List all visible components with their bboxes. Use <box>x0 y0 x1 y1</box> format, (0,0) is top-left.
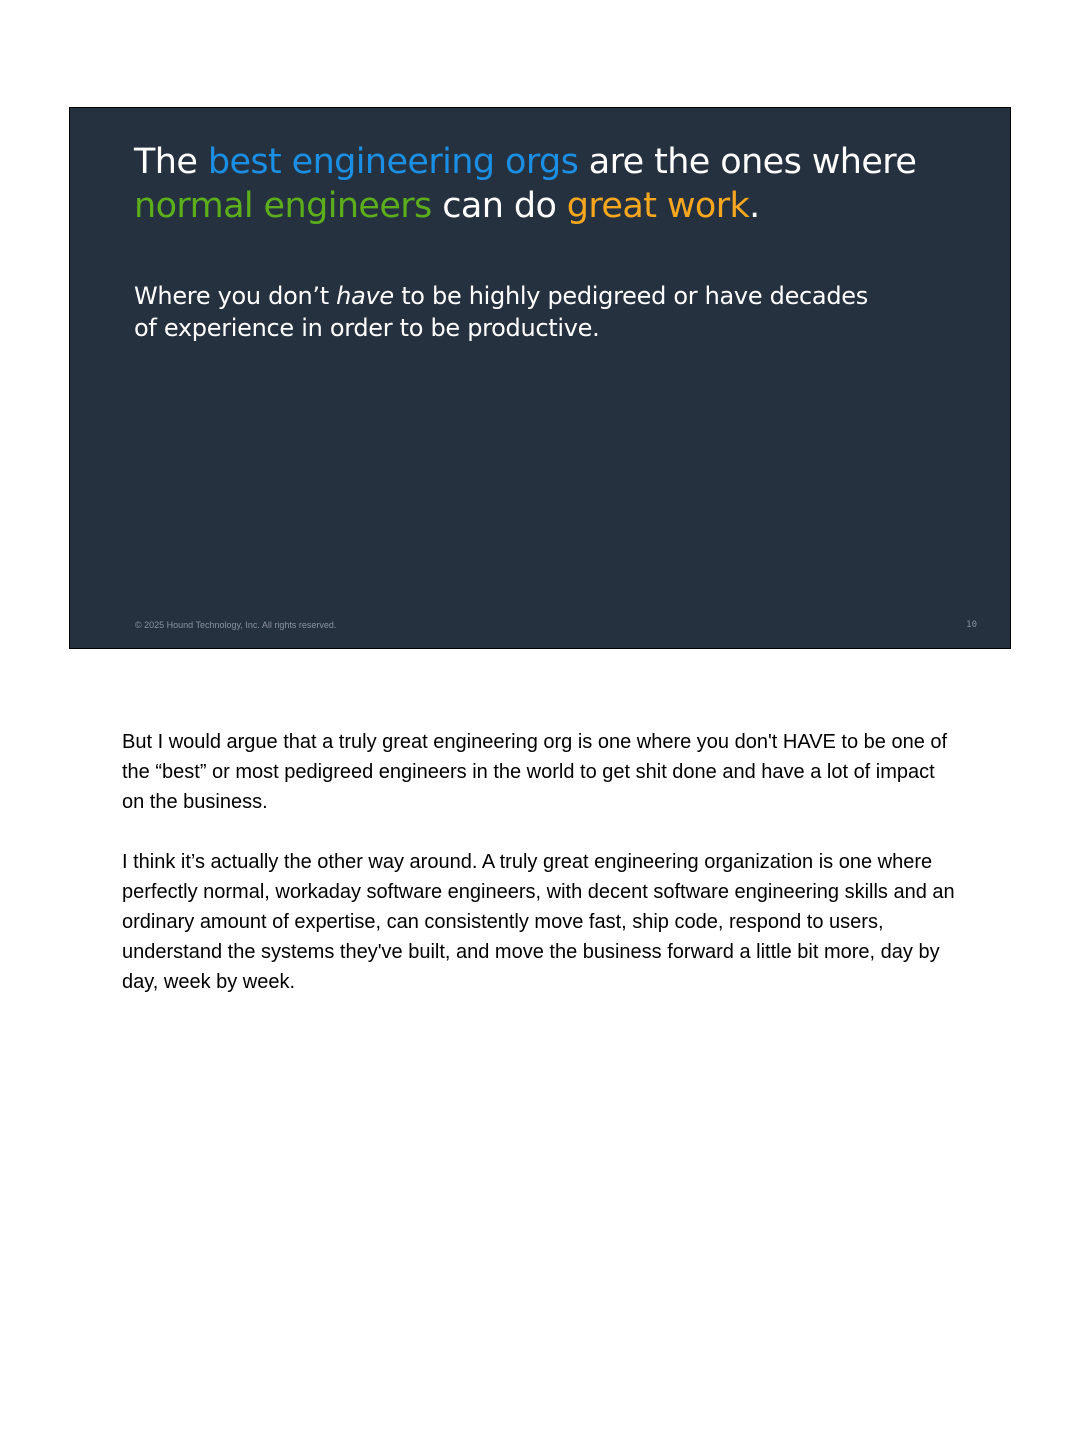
subline-emphasis: have <box>336 282 394 310</box>
headline-text: The <box>134 142 208 182</box>
subline-text: Where you don’t <box>134 282 337 310</box>
subline-text: to be highly pedigreed or have decades of experience in order to be productive. <box>134 282 868 342</box>
notes-paragraph: But I would argue that a truly great engineering org is one where you don't HAVE to be one of the “best” or most pedigreed engineers in the world to get shit done and have a lot of impact on the business. <box>122 731 948 813</box>
slide-page-number: 10 <box>966 620 977 630</box>
slide <box>69 107 1011 649</box>
headline-highlight-great-work: great work <box>566 186 750 226</box>
slide-copyright: © 2025 Hound Technology, Inc. All rights reserved. <box>135 620 337 630</box>
headline-text: can do <box>431 186 567 226</box>
slide-subline <box>134 280 894 344</box>
headline-highlight-best-engineering-orgs: best engineering orgs <box>207 142 579 182</box>
notes-paragraph: I think it’s actually the other way around. A truly great engineering organization is one where perfectly normal, workaday software engineers, with decent software engineering skills and an ordinary amount of expertise, can consistently move fast, ship code, respond to users, understand the systems they've built, and move the business forward a little bit more, day by day, week by week. <box>122 851 955 993</box>
headline-text: . <box>749 186 760 226</box>
headline-highlight-normal-engineers: normal engineers <box>134 186 432 226</box>
headline-text: are the ones where <box>578 142 917 182</box>
speaker-notes <box>122 727 962 1027</box>
slide-headline <box>134 140 994 228</box>
